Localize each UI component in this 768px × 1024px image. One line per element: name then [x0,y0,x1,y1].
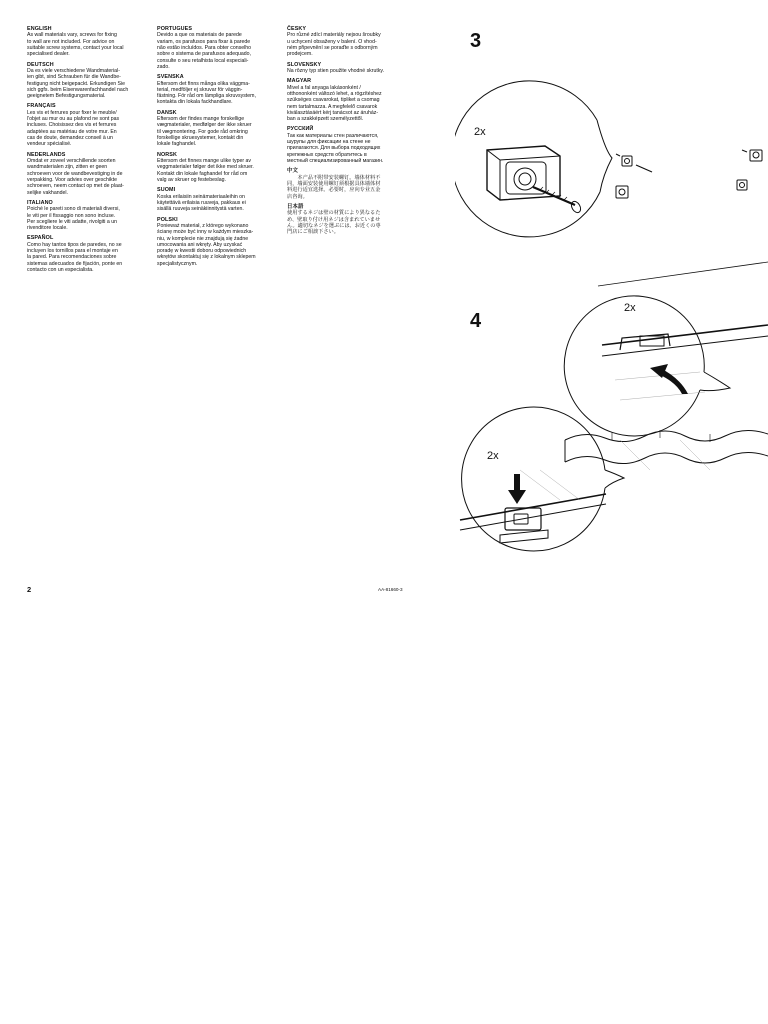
lang-text: Devido a que os materiais de parede variam, os parafusos para fixar à parede não estão incluídos. Para obter conselho sobre o sistema de parafusos adequado, consulte o seu retalhista local especiali- zado. [157,32,252,70]
lang-section-francais [27,103,149,147]
down-arrow-shaft-icon [514,474,520,492]
step-3-number: 3 [470,30,482,52]
lang-section-dansk [157,110,279,148]
assembly-illustration [455,0,768,580]
lang-text: Eftersom der findes mange forskellige vægmaterialer, medfølger der ikke skruer til vægmontering. For gode råd omkring forskellige skruesystemer, kontakt din lokale faghandel. [157,116,252,148]
lang-section-suomi [157,187,279,212]
lang-heading: MAGYAR [287,78,312,85]
lang-heading: ITALIANO [27,199,53,206]
lang-section-russkiy [287,126,409,164]
lang-heading: NORSK [157,151,177,158]
lang-heading: ESPAÑOL [27,235,54,242]
lang-section-japanese [287,204,409,236]
document-code: AA-81660-3 [378,587,403,592]
lang-text: Poiché le pareti sono di materiali diversi, le viti per il fissaggio non sono incluse. Per scegliere le viti adatte, rivolgiti a un rivenditore locale. [27,206,120,232]
lang-heading: РУССКИЙ [287,126,314,133]
lang-section-svenska [157,74,279,106]
lang-section-norsk [157,152,279,184]
lang-text: Ettersom det finnes mange ulike typer av veggmaterialer følger det ikke med skruer. Kontakt din lokale faghandel for råd om valg av skruer og festebeslag. [157,158,254,183]
lang-text: 使用するネジは壁の材質により異なるた め、壁取り付け用ネジは含まれていませ ん。適切なネジを選ぶには、お近くの専 門店にご相談下さい。 [287,210,381,236]
step-3-quantity: 2x [474,126,486,138]
lang-section-slovensky [287,62,409,75]
lang-section-espanol [27,235,149,273]
lang-section-portugues [157,26,279,70]
lang-heading: SVENSKA [157,74,184,81]
lang-text: Omdat er zoveel verschillende soorten wandmaterialen zijn, zitten er geen schroeven voor de wandbevestiging in de verpakking. Voor advies over geschikte schroeven, neem contact op met de plaat- selijke vakhandel. [27,158,124,196]
step-4-bottom-magnify-illustration [460,407,624,551]
lang-text: 本产品不附带安装螺钉。墙体材料不 同，墙面安装使用螺钉须根据具体墙体材 料进行适宜选择。必要时，应向专业五金 店咨询。 [287,174,381,200]
lang-heading: DEUTSCH [27,61,54,68]
text-column-1 [27,26,149,277]
step-4-quantity-bottom: 2x [487,450,499,462]
down-arrow-icon [508,490,526,504]
lang-heading: POLSKI [157,216,178,223]
lang-heading: ENGLISH [27,26,52,32]
text-column-2 [157,26,279,271]
lang-text: Так как материалы стен различаются, шурупы для фиксации на стене не прилагаются. Для выбора подходящих крепежных средств обратитесь в местный специализированный магазин. [287,132,384,165]
lang-text: Pro různé zdící materiály nejsou šroubky u uchycení obsaženy v balení. O vhod- ném připevnění se poraďte s odborným prodejcem. [287,32,381,58]
step-3-detail-illustration [616,150,762,198]
text-column-3 [287,26,409,240]
lang-section-polski [157,217,279,267]
step-4-quantity-top: 2x [624,302,636,314]
lang-heading: DANSK [157,109,177,116]
lang-section-chinese [287,168,409,200]
lang-section-nederlands [27,152,149,196]
lang-section-deutsch [27,62,149,100]
lang-text: Da es viele verschiedene Wandmaterial- ien gibt, sind Schrauben für die Wandbe- festigung nicht beigepackt. Erkundigen Sie sich ggfs. beim Eisenwarenfachhandel nach geeignetem Befestigungsmaterial. [27,68,129,100]
lang-heading: SLOVENSKY [287,61,322,68]
lang-heading: SUOMI [157,187,176,194]
lang-heading: NEDERLANDS [27,151,66,158]
lang-section-english [27,26,149,58]
shelf-edge-line [598,262,768,286]
lang-text: Ponieważ materiał, z którego wykonano ścianę może być inny w każdym mieszka- niu, w komplecie nie znajdują się żadne umocowania ani wkręty. Aby uzyskać poradę w kwestii doboru odpowiednich wkrętów skontaktuj się z lokalnym sklepem specjalistycznym. [157,222,256,267]
lang-heading: ČESKY [287,26,307,32]
lang-text: Na rôzny typ stien použite vhodné skrutky. [287,68,385,74]
step-4-number: 4 [470,310,482,332]
lang-heading: 日本語 [287,203,304,210]
lang-text: Eftersom det finns många olika väggma- terial, medföljer ej skruvar för väggin- fästning. För råd om lämpliga skruvsystem, kontakta din lokala fackhandlare. [157,80,256,106]
lang-section-italiano [27,200,149,232]
step-3-magnify-illustration [455,81,612,237]
lang-heading: PORTUGUES [157,26,193,32]
lang-text: Les vis et ferrures pour fixer le meuble/ l'objet au mur ou au plafond ne sont pas incluses. Choisissez des vis et ferrures adaptées au matériau de votre mur. En cas de doute, demandez conseil à un vendeur spécialisé. [27,109,120,148]
lang-heading: FRANÇAIS [27,103,56,110]
lang-text: Como hay tantos tipos de paredes, no se incluyen los tornillos para el montaje en la pared. Para recomendaciones sobre sistemas adecuados de fijación, ponte en contacto con un especialista. [27,241,123,274]
lang-heading: 中文 [287,168,298,175]
lang-text: As wall materials vary, screws for fixing to wall are not included. For advice on suitable screw systems, contact your local specialised dealer. [27,32,124,58]
page-number: 2 [27,585,32,594]
lang-text: Mivel a fal anyaga lakásonként / otthononként változó lehet, a rögzítéshez szükséges csavarokat, tipliket a csomag nem tartalmazza. A megfelelő csavarok kiválasztásáért kérj tanácsot az áruház- ban a szakképzett személyzettől. [287,84,382,123]
glass-shelf-illustration [565,430,768,470]
lang-text: Koska erilaisiin seinämateriaaleihin on käytettävä erilaisia ruuveja, pakkaus ei sisällä ruuveja seinäkiinnitystä varten. [157,193,246,213]
lang-section-cesky [287,26,409,58]
lang-section-magyar [287,78,409,122]
